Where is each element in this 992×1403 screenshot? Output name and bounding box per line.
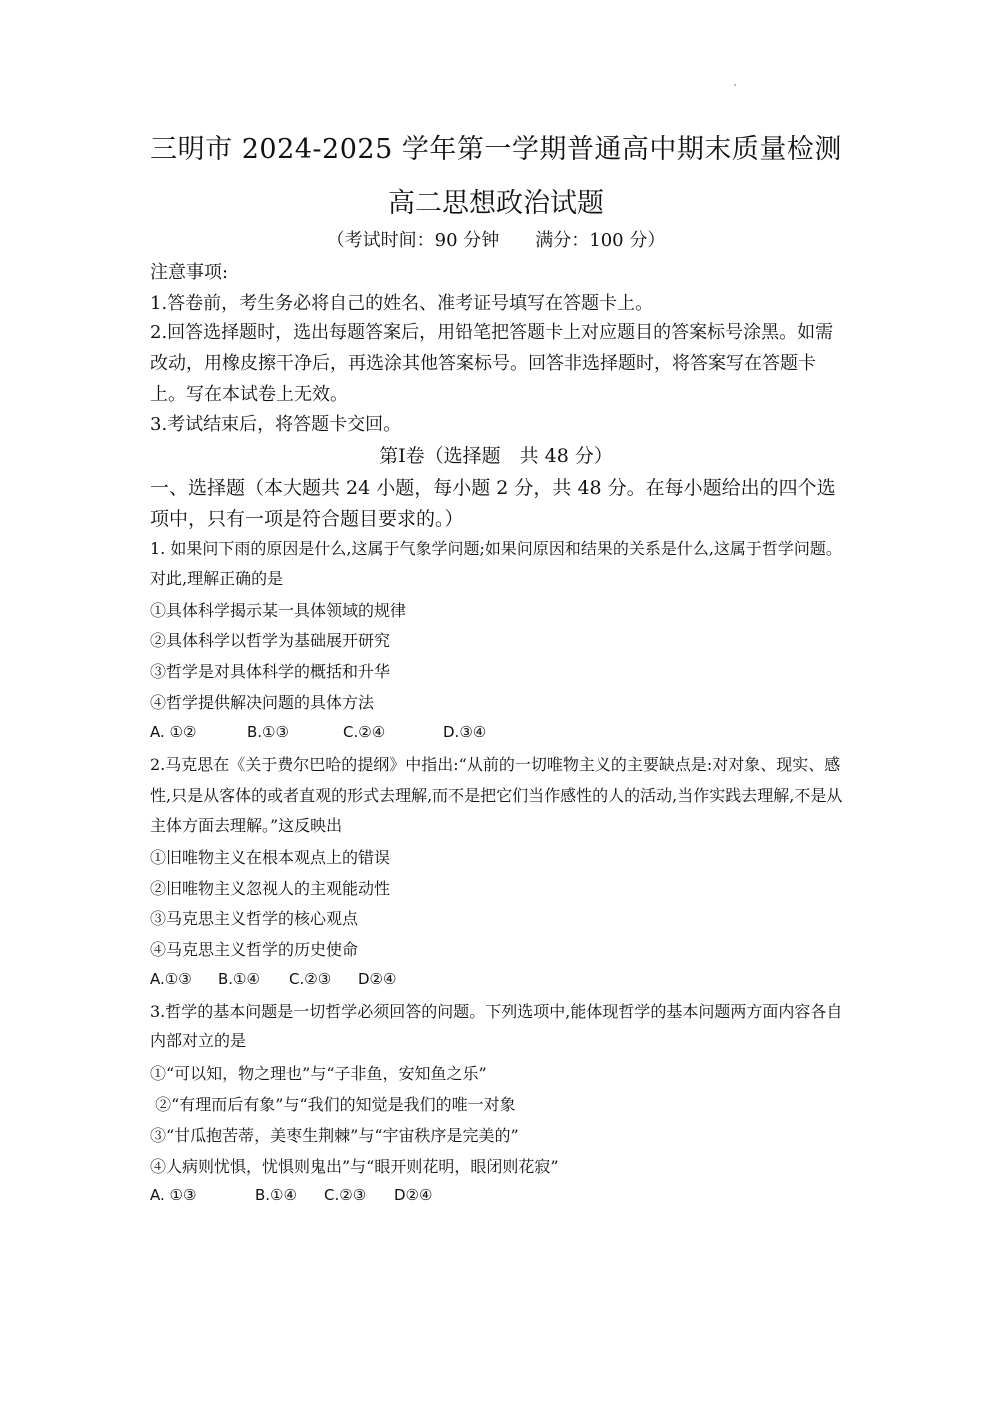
section-title: 第Ⅰ卷（选择题 共 48 分） xyxy=(379,445,613,467)
question-3-stem: 3.哲学的基本问题是一切哲学必须回答的问题。下列选项中,能体现哲学的基本问题两方面内容各自内部对立的是 xyxy=(150,1002,843,1050)
question-1-option-3: ③哲学是对具体科学的概括和升华 xyxy=(150,662,391,681)
question-1-answer-d: D.③④ xyxy=(443,723,487,741)
exam-subtitle: 高二思想政治试题 xyxy=(388,188,604,219)
question-3-option-3: ③“甘瓜抱苦蒂，美枣生荆棘”与“宇宙秩序是完美的” xyxy=(150,1126,519,1145)
question-2-answer-a: A.①③ xyxy=(150,970,192,988)
section-instruction: 一、选择题（本大题共 24 小题，每小题 2 分，共 48 分。在每小题给出的四个选项中，只有一项是符合题目要求的。） xyxy=(150,477,836,530)
exam-title: 三明市 2024-2025 学年第一学期普通高中期末质量检测 xyxy=(150,134,842,165)
question-3-answer-a: A. ①③ xyxy=(150,1186,197,1204)
question-3-option-2: ②“有理而后有象”与“我们的知觉是我们的唯一对象 xyxy=(150,1095,516,1114)
notice-item-2: 2.回答选择题时，选出每题答案后，用铅笔把答题卡上对应题目的答案标号涂黑。如需改动，用橡皮擦干净后，再选涂其他答案标号。回答非选择题时，将答案写在答题卡上。写在本试卷上无效。 xyxy=(150,322,834,405)
question-3-answers xyxy=(150,1186,432,1204)
scan-speck xyxy=(734,84,736,86)
question-1-option-1: ①具体科学揭示某一具体领域的规律 xyxy=(150,601,407,620)
question-1-answers xyxy=(150,723,486,741)
question-2-option-3: ③马克思主义哲学的核心观点 xyxy=(150,909,359,928)
question-2-answers xyxy=(150,970,396,988)
notice-item-3: 3.考试结束后，将答题卡交回。 xyxy=(150,414,402,435)
question-3-option-4: ④人病则忧惧，忧惧则鬼出”与“眼开则花明，眼闭则花寂” xyxy=(150,1157,559,1176)
question-2-answer-b: B.①④ xyxy=(218,970,260,988)
notice-item-1: 1.答卷前，考生务必将自己的姓名、准考证号填写在答题卡上。 xyxy=(150,293,654,314)
question-3-answer-d: D②④ xyxy=(394,1186,433,1204)
question-3-option-1: ①“可以知，物之理也”与“子非鱼，安知鱼之乐” xyxy=(150,1064,487,1083)
full-score: 满分：100 分） xyxy=(535,230,666,251)
question-2-answer-c: C.②③ xyxy=(289,970,332,988)
question-1-option-4: ④哲学提供解决问题的具体方法 xyxy=(150,693,375,712)
notice-heading: 注意事项: xyxy=(150,262,229,283)
question-3-answer-c: C.②③ xyxy=(324,1186,367,1204)
exam-meta xyxy=(0,226,992,252)
question-1-option-2: ②具体科学以哲学为基础展开研究 xyxy=(150,631,391,650)
question-2-option-2: ②旧唯物主义忽视人的主观能动性 xyxy=(150,879,391,898)
question-1-stem: 1. 如果问下雨的原因是什么,这属于气象学问题;如果问原因和结果的关系是什么,这属于哲学问题。对此,理解正确的是 xyxy=(150,539,842,588)
question-2-option-1: ①旧唯物主义在根本观点上的错误 xyxy=(150,848,391,867)
question-1-answer-b: B.①③ xyxy=(247,723,289,741)
question-1-answer-c: C.②④ xyxy=(343,723,386,741)
question-3-answer-b: B.①④ xyxy=(255,1186,297,1204)
question-2-stem: 2.马克思在《关于费尔巴哈的提纲》中指出:“从前的一切唯物主义的主要缺点是:对对象、现实、感性,只是从客体的或者直观的形式去理解,而不是把它们当作感性的人的活动,当作实践去理解,不是从主体方面去理解。”这反映出 xyxy=(150,755,843,835)
question-2-answer-d: D②④ xyxy=(358,970,397,988)
question-2-option-4: ④马克思主义哲学的历史使命 xyxy=(150,940,359,959)
exam-time: （考试时间：90 分钟 xyxy=(326,230,500,251)
question-1-answer-a: A. ①② xyxy=(150,723,197,741)
